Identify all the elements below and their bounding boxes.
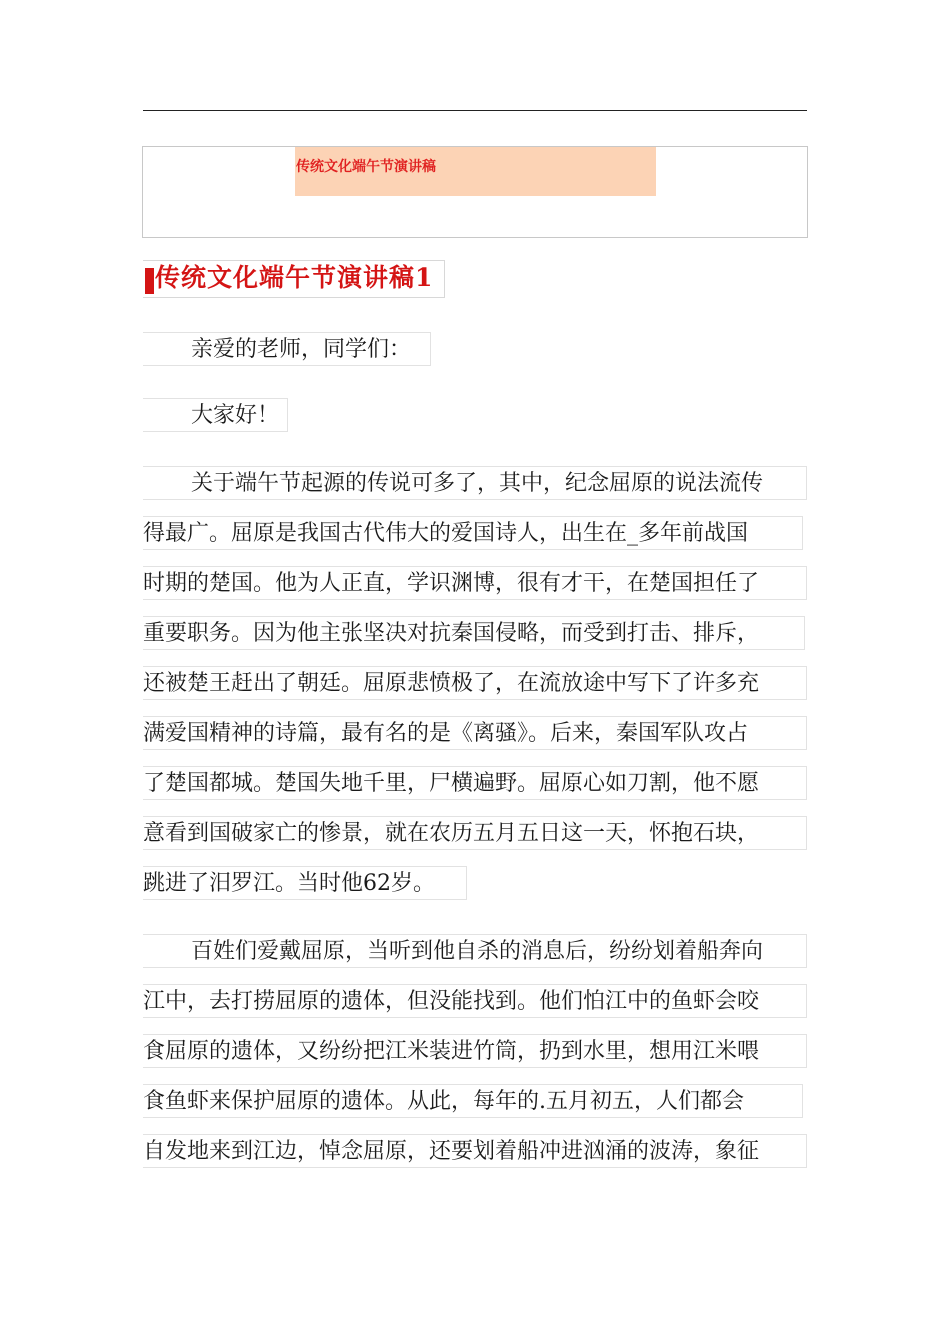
top-rule bbox=[143, 110, 807, 111]
heading-marker bbox=[145, 268, 154, 294]
paragraph-text: 得最广。屈原是我国古代伟大的爱国诗人，出生在_多年前战国 bbox=[143, 521, 749, 546]
paragraph-text: 满爱国精神的诗篇，最有名的是《离骚》。后来，秦国军队攻占 bbox=[143, 721, 749, 746]
paragraph-line bbox=[143, 466, 807, 500]
paragraph-line bbox=[143, 816, 807, 850]
document-header bbox=[142, 146, 808, 238]
greeting-text: 亲爱的老师，同学们： bbox=[191, 337, 412, 362]
paragraph-line bbox=[143, 566, 807, 600]
paragraph-line bbox=[143, 516, 803, 550]
section-heading bbox=[143, 260, 445, 298]
paragraph-text: 意看到国破家亡的惨景，就在农历五月五日这一天，怀抱石块， bbox=[143, 821, 760, 846]
paragraph-line bbox=[143, 934, 807, 968]
greeting-line bbox=[143, 332, 431, 366]
paragraph-line bbox=[143, 984, 807, 1018]
paragraph-line bbox=[143, 616, 805, 650]
paragraph-text: 自发地来到江边，悼念屈原，还要划着船冲进汹涌的波涛，象征 bbox=[143, 1139, 760, 1164]
paragraph-text: 了楚国都城。楚国失地千里，尸横遍野。屈原心如刀割，他不愿 bbox=[143, 771, 760, 796]
paragraph-line bbox=[143, 716, 807, 750]
paragraph-text: 食鱼虾来保护屈原的遗体。从此，每年的.五月初五，人们都会 bbox=[143, 1089, 744, 1114]
paragraph-text: 食屈原的遗体，又纷纷把江米装进竹筒，扔到水里，想用江米喂 bbox=[143, 1039, 760, 1064]
header-title: 传统文化端午节演讲稿 bbox=[296, 159, 436, 175]
paragraph-text: 还被楚王赶出了朝廷。屈原悲愤极了，在流放途中写下了许多充 bbox=[143, 671, 760, 696]
paragraph-line bbox=[143, 1034, 807, 1068]
paragraph-line bbox=[143, 1134, 807, 1168]
paragraph-line bbox=[143, 1084, 803, 1118]
paragraph-text: 百姓们爱戴屈原，当听到他自杀的消息后，纷纷划着船奔向 bbox=[191, 939, 764, 964]
heading-text: 传统文化端午节演讲稿1 bbox=[155, 263, 434, 292]
paragraph-line bbox=[143, 866, 467, 900]
hello-line bbox=[143, 398, 288, 432]
paragraph-text: 江中，去打捞屈原的遗体，但没能找到。他们怕江中的鱼虾会咬 bbox=[143, 989, 760, 1014]
paragraph-text: 时期的楚国。他为人正直，学识渊博，很有才干，在楚国担任了 bbox=[143, 571, 760, 596]
paragraph-text: 关于端午节起源的传说可多了，其中，纪念屈原的说法流传 bbox=[191, 471, 764, 496]
paragraph-line bbox=[143, 666, 807, 700]
paragraph-text: 跳进了汨罗江。当时他62岁。 bbox=[143, 871, 435, 896]
hello-text: 大家好！ bbox=[191, 403, 280, 428]
paragraph-line bbox=[143, 766, 807, 800]
paragraph-text: 重要职务。因为他主张坚决对抗秦国侵略，而受到打击、排斥， bbox=[143, 621, 760, 646]
